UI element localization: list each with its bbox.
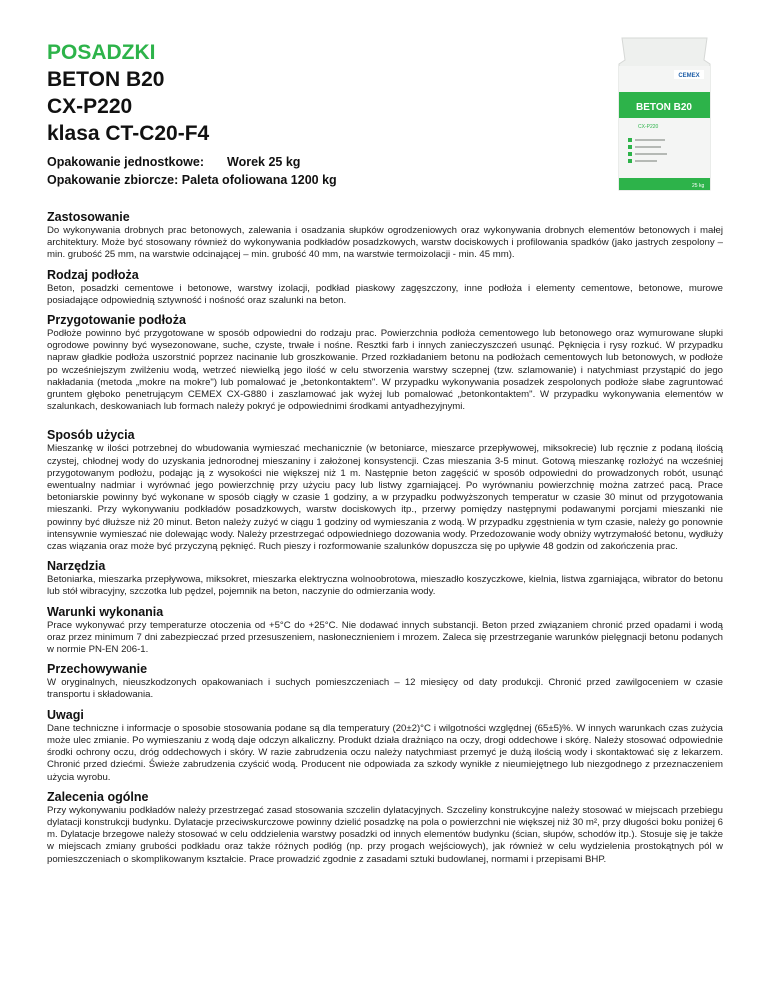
section-heading: Rodzaj podłoża (47, 267, 139, 282)
bag-text-line (635, 160, 657, 162)
product-header (47, 40, 567, 147)
section-text: W oryginalnych, nieuszkodzonych opakowaniach i suchych pomieszczeniach – 12 miesięcy od daty produkcji. Chronić przed zawilgoceniem w czasie transportu i składowania. (47, 677, 723, 701)
section-heading: Przechowywanie (47, 662, 148, 677)
product-class: klasa CT-C20-F4 (47, 122, 210, 145)
section-heading: Zastosowanie (47, 210, 130, 224)
bag-product-name: BETON B20 (636, 102, 692, 113)
bag-bullet (628, 145, 632, 149)
bag-bullet (628, 159, 632, 163)
section-text: Dane techniczne i informacje o sposobie stosowania podane są dla temperatury (20±2)°C i wilgotności względnej (65±5)%. W innych warunkach czas zużycia może ulec zmianie. Po wymieszaniu z wodą daje odczyn alkaliczny. Produkt działa drażniąco na oczy, drogi oddechowe i skórę. Należy stosować odpowiednie środki ochrony oczu, dróg oddechowych i skóry. W razie zabrudzenia oczu należy natychmiast przemyć je dużą ilością wody i skontaktować się z lekarzem. Chronić przed dziećmi. Świeże zabrudzenia czyścić wodą. Producent nie odpowiada za szkody wynikłe z nieumiejętnego lub niezgodnego z przeznaczeniem użycia wyrobu. (47, 722, 723, 783)
section-heading: Przygotowanie podłoża (47, 313, 186, 328)
section-przygotowanie-podloza (47, 312, 723, 413)
section-narzedzia (47, 558, 723, 598)
bag-text-line (635, 146, 661, 148)
section-uwagi (47, 707, 723, 784)
section-text: Beton, posadzki cementowe i betonowe, warstwy izolacji, podkład piaskowy zagęszczony, inne podłoża i elementy cementowe, betonowe, murowe posiadające odpowiednią sztywność i nośność oraz szalunki na beton. (47, 282, 723, 306)
packaging-info (47, 153, 337, 189)
section-heading: Warunki wykonania (47, 604, 164, 619)
section-heading: Uwagi (47, 707, 84, 722)
section-heading: Zalecenia ogólne (47, 789, 149, 804)
bag-bullet (628, 138, 632, 142)
section-sposob-uzycia (47, 427, 723, 553)
product-code: CX-P220 (47, 95, 133, 118)
product-title-line: BETON B20 (47, 68, 165, 91)
section-heading: Narzędzia (47, 559, 106, 574)
section-text: Do wykonywania drobnych prac betonowych, zalewania i osadzania słupków ogrodzeniowych oraz wykonywania drobnych elementów betonowych i małej architektury. Może być stosowany również do wykonywania podkładów posadzkowych, warstw dociskowych i profilowania spadków (jako jastrych zespolony – min. grubość 25 mm, na warstwie odcinającej – min. grubość 40 mm, na warstwie termoizolacji - min. 45 mm). (47, 225, 723, 261)
section-text: Betoniarka, mieszarka przepływowa, miksokret, mieszarka elektryczna wolnoobrotowa, mieszadło koszyczkowe, kielnia, listwa zgarniająca, wibrator do betonu lub stół wibracyjny, szczotka lub pędzel, pojemnik na beton, naczynie do odmierzania wody. (47, 574, 723, 598)
document-body (47, 207, 723, 871)
section-text: Mieszankę w ilości potrzebnej do wbudowania wymieszać mechanicznie (w betoniarce, mieszarce przepływowej, miksokrecie) lub ręcznie z podaną ilością czystej, chłodnej wody do uzyskania jednorodnej mieszaniny i założonej konsystencji. Czas mieszania 3-5 minut. Gotową mieszankę rozłożyć na wcześniej przygotowanym podłożu, podając ją z wysokości nie większej niż 1 m. Następnie beton zagęścić w sposób odpowiedni do prowadzonych robót, usunąć ewentualny nadmiar i wyrównać jego powierzchnię przy użyciu pacy lub listwy zgarniającej. Po wyrównaniu powierzchnię można zatrzeć pacą. Prace betoniarskie powinny być wykonane w sposób ciągły w czasie 1 godziny, a w przypadku podwyższonych temperatur w czasie 30 minut od przygotowania mieszanki. Przy wykonywaniu podkładów posadzkowych, warstw dociskowych itp., przerwy pomiędzy następnymi podawanymi porcjami mieszanki nie powinny być dłuższe niż 20 minut. Beton należy zużyć w ciągu 1 godziny od wymieszania z wodą. W przypadku zgęstnienia w tym czasie, należy go ponownie intensywnie wymieszać nie dolewając wody. Należy przestrzegać odpowiedniego dozowania wody. Przedozowanie wody obniży wytrzymałość betonu, wydłuży czas wiązania oraz może być przyczyną pęknięć. Ruch pieszy i rozformowanie szalunków dopuszcza się po upływie 48 godzin od zakończenia prac. (47, 443, 723, 553)
bag-weight: 25 kg (692, 183, 705, 189)
product-category: POSADZKI (47, 41, 156, 64)
section-text: Podłoże powinno być przygotowane w sposób odpowiedni do rodzaju prac. Powierzchnia podłoża cementowego lub betonowego oraz wymurowane słupki ogrodowe powinny być wysezonowane, suche, czyste, trwałe i nośne. Resztki farb i innych zanieczyszczeń usunąć. Pęknięcia i rysy rozkuć. W przypadku napraw gładkie podłoża uszorstnić poprzez nacinanie lub groszkowanie. Przed rozkładaniem betonu na podłożach cementowych lub betonowych, w podłoże po wcześniejszym zwilżeniu wodą, wetrzeć niewielką jego ilość w celu stworzenia warstwy sczepnej (tzw. szlamowanie) i natychmiast przystąpić do jego nakładania (metoda „mokre na mokre") lub pomalować je „betonkontaktem". W przypadku wykonywania posadzek zespolonych podłoże słabe zagruntować gruntem głęboko penetrującym CEMEX CX-G880 i zaszlamować jak wyżej lub pomalować „betonkontaktem". W przypadku wykonywania elementów w szalunkach, deskowaniach lub formach należy pokryć je odpowiednimi środkami antyadhezyjnymi. (47, 328, 723, 413)
section-przechowywanie (47, 661, 723, 701)
bag-brand: CEMEX (678, 73, 700, 79)
section-text: Przy wykonywaniu podkładów należy przestrzegać zasad stosowania szczelin dylatacyjnych. Szczeliny konstrukcyjne należy stosować w miejscach przebiegu dylatacji konstrukcji budynku. Dylatacje przeciwskurczowe powinny dzielić posadzkę na pola o powierzchni nie większej niż 30 m², przy długości boku poniżej 6 m. Dylatacje brzegowe należy stosować w celu oddzielenia warstwy posadzki od innych elementów budynku (ścian, słupów, schodów itp.). Stosuje się je także w miejscach zmiany grubości podkładu oraz także różnych podłóg (np. przy progach wejściowych), jak również w celu wydzielenia prostokątnych pól w pomieszczeniach o skomplikowanym kształcie. Prace prowadzić zgodnie z zasadami sztuki budowlanej, normami i przepisami BHP. (47, 804, 723, 865)
bag-body (619, 66, 710, 190)
unit-packaging (47, 153, 337, 171)
section-zastosowanie (47, 209, 723, 262)
section-warunki-wykonania (47, 604, 723, 657)
bag-text-line (635, 139, 665, 141)
section-zalecenia-ogolne (47, 789, 723, 866)
unit-packaging-label: Opakowanie jednostkowe: (47, 155, 204, 169)
section-rodzaj-podloza (47, 267, 723, 307)
bag-text-line (635, 153, 667, 155)
section-heading: Sposób użycia (47, 428, 135, 443)
unit-packaging-value: Worek 25 kg (227, 155, 301, 169)
bag-product-code: CX-P220 (638, 124, 659, 130)
bulk-packaging: Opakowanie zbiorcze: Paleta ofoliowana 1200 kg (47, 173, 337, 187)
section-text: Prace wykonywać przy temperaturze otoczenia od +5°C do +25°C. Nie dodawać innych substancji. Beton przed związaniem chronić przed opadami i wodą oraz przez minimum 7 dni zabezpieczać przed przesuszeniem, nasłonecznieniem i mrozem. Zaleca się przestrzeganie warunków pielęgnacji betonu podanych w normie PN-EN 206-1. (47, 619, 723, 656)
product-bag-image (612, 30, 717, 200)
bag-bullet (628, 152, 632, 156)
